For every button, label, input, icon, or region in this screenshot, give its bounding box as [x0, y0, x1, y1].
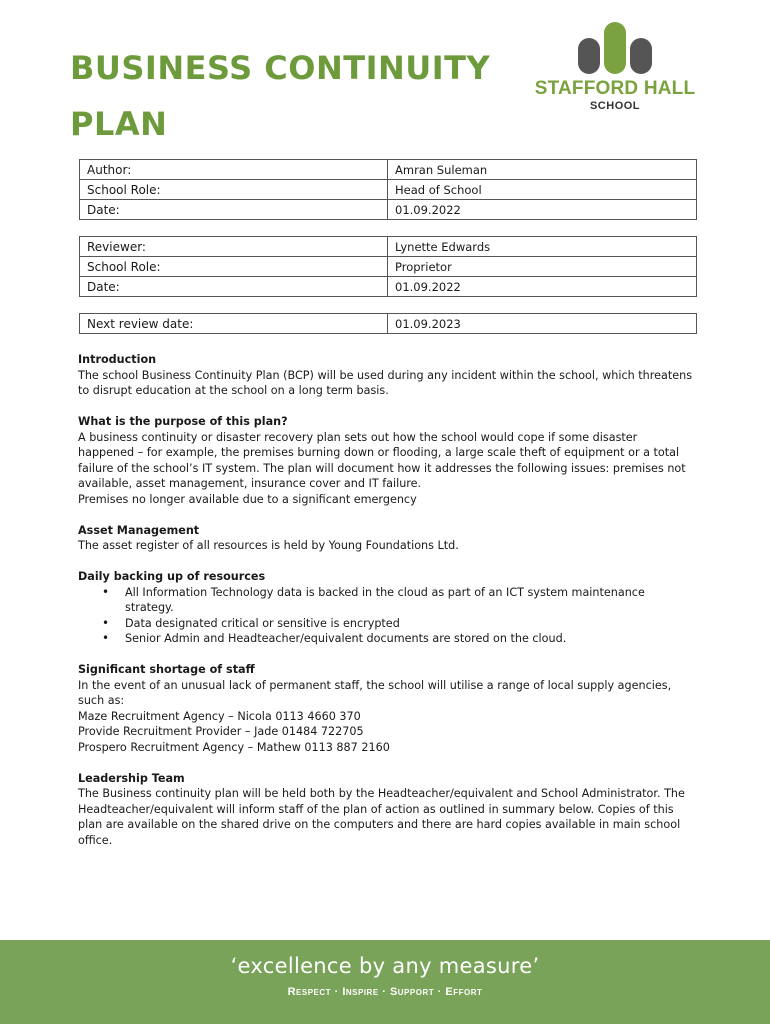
table-row: [80, 237, 697, 257]
author-date-value: 01.09.2022: [388, 200, 697, 220]
list-item: • Data designated critical or sensitive is encrypted: [78, 616, 696, 632]
section-heading: Daily backing up of resources: [78, 570, 266, 583]
section-text: The Business continuity plan will be held both by the Headteacher/equivalent and School Administrator. The Headteacher/equivalent will inform staff of the plan of action as outlined in summary below. Copies of this plan are available on the shared drive on the computers and there are hard copies available in main school office.: [78, 787, 685, 847]
backup-list: [78, 585, 696, 647]
author-role-value: Head of School: [388, 180, 697, 200]
title-line-2: PLAN: [70, 105, 168, 143]
author-role-label: School Role:: [80, 180, 388, 200]
section-asset-management: [78, 523, 696, 554]
logo-pill-middle: [604, 22, 626, 74]
section-leadership: [78, 771, 696, 849]
section-purpose: [78, 414, 696, 507]
section-text: The school Business Continuity Plan (BCP) will be used during any incident within the school, which threatens to disrupt education at the school on a long term basis.: [78, 368, 693, 397]
section-heading: Asset Management: [78, 523, 200, 537]
title-line-1: BUSINESS CONTINUITY: [70, 49, 491, 87]
table-row: [80, 257, 697, 277]
section-text: In the event of an unusual lack of permanent staff, the school will utilise a range of local supply agencies, such as:: [78, 678, 672, 707]
author-date-label: Date:: [80, 200, 388, 220]
reviewer-date-value: 01.09.2022: [388, 277, 697, 297]
agency-line: Maze Recruitment Agency – Nicola 0113 4660 370: [78, 709, 361, 723]
author-table: [79, 159, 697, 220]
table-row: [80, 314, 697, 334]
footer-tagline: ‘excellence by any measure’: [230, 954, 540, 978]
list-item: • All Information Technology data is backed in the cloud as part of an ICT system maintenance strategy.: [78, 585, 696, 616]
reviewer-value: Lynette Edwards: [388, 237, 697, 257]
agency-line: Prospero Recruitment Agency – Mathew 0113 887 2160: [78, 740, 390, 754]
footer-banner: [0, 940, 770, 1024]
reviewer-role-value: Proprietor: [388, 257, 697, 277]
reviewer-table: [79, 236, 697, 297]
section-introduction: [78, 352, 696, 399]
next-review-label: Next review date:: [80, 314, 388, 334]
reviewer-label: Reviewer:: [80, 237, 388, 257]
table-row: [80, 277, 697, 297]
section-heading: Introduction: [78, 353, 157, 366]
section-heading: Significant shortage of staff: [78, 663, 255, 676]
section-text: A business continuity or disaster recovery plan sets out how the school would cope if some disaster happened – for example, the premises burning down or flooding, a large scale theft of equipment or a total failure of the school’s IT system. The plan will document how it addresses the following issues: premises not available, asset management, insurance cover and IT failure.: [78, 430, 686, 490]
table-row: [80, 180, 697, 200]
section-backup: [78, 569, 696, 647]
document-title: [70, 40, 490, 152]
section-text: Premises no longer available due to a significant emergency: [78, 492, 417, 506]
section-staff-shortage: [78, 662, 696, 755]
author-label: Author:: [80, 160, 388, 180]
table-row: [80, 200, 697, 220]
logo-pill-right: [630, 38, 652, 74]
logo-name: STAFFORD HALL: [534, 78, 696, 99]
list-item: • Senior Admin and Headteacher/equivalent documents are stored on the cloud.: [78, 631, 696, 647]
reviewer-date-label: Date:: [80, 277, 388, 297]
section-heading: What is the purpose of this plan?: [78, 415, 288, 428]
logo-pill-left: [578, 38, 600, 74]
next-review-value: 01.09.2023: [388, 314, 697, 334]
reviewer-role-label: School Role:: [80, 257, 388, 277]
document-body: [78, 352, 696, 864]
table-row: [80, 160, 697, 180]
author-value: Amran Suleman: [388, 160, 697, 180]
section-heading: Leadership Team: [78, 771, 185, 785]
section-text: The asset register of all resources is held by Young Foundations Ltd.: [78, 539, 459, 552]
footer-values: Respect · Inspire · Support · Effort: [287, 986, 483, 998]
school-logo: [530, 20, 700, 120]
logo-sub: SCHOOL: [589, 100, 641, 112]
review-date-table: [79, 313, 697, 334]
agency-line: Provide Recruitment Provider – Jade 01484 722705: [78, 725, 364, 738]
